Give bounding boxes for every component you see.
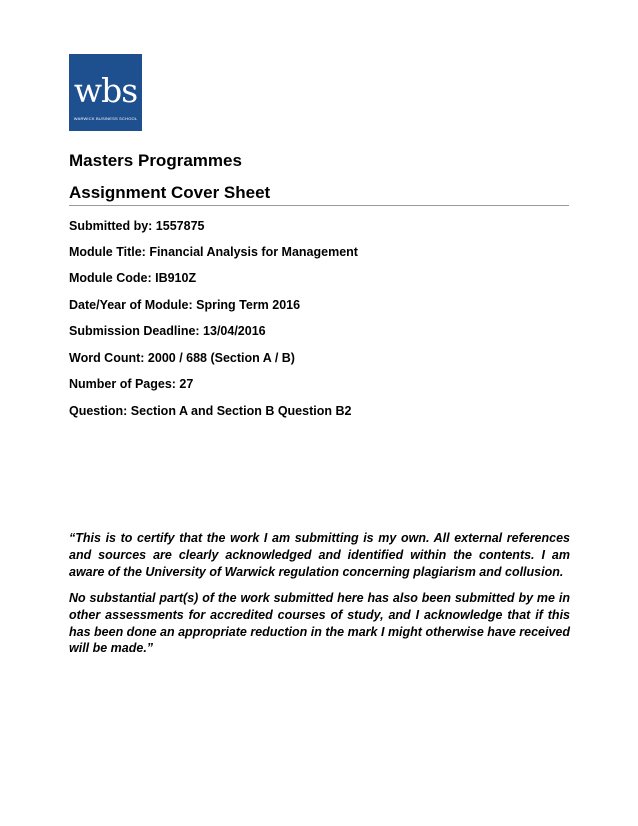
field-number-of-pages: Number of Pages: 27 [69, 377, 194, 391]
sheet-title: Assignment Cover Sheet [69, 183, 271, 202]
field-date-year: Date/Year of Module: Spring Term 2016 [69, 298, 301, 312]
logo-subtitle: WARWICK BUSINESS SCHOOL [73, 116, 138, 121]
field-submission-deadline: Submission Deadline: 13/04/2016 [69, 324, 266, 338]
title-divider [69, 205, 569, 206]
programme-title: Masters Programmes [69, 151, 242, 170]
field-module-title: Module Title: Financial Analysis for Management [69, 245, 358, 259]
field-question: Question: Section A and Section B Question B2 [69, 404, 352, 418]
logo-mark: wbs [73, 71, 138, 110]
field-word-count: Word Count: 2000 / 688 (Section A / B) [69, 351, 295, 365]
field-module-code: Module Code: IB910Z [69, 271, 197, 285]
declaration-paragraph-1: “This is to certify that the work I am submitting is my own. All external references and sources are clearly acknowledged and identified within the contents. I am aware of the University of Warwick regulation concerning plagiarism and collusion. [69, 531, 570, 579]
declaration-paragraph-2: No substantial part(s) of the work submitted here has also been submitted by me in other assessments for accredited courses of study, and I acknowledge that if this has been done an appropriate reduction in the mark I might otherwise have received will be made.” [69, 591, 570, 656]
wbs-logo [69, 54, 142, 131]
field-submitted-by: Submitted by: 1557875 [69, 219, 205, 233]
